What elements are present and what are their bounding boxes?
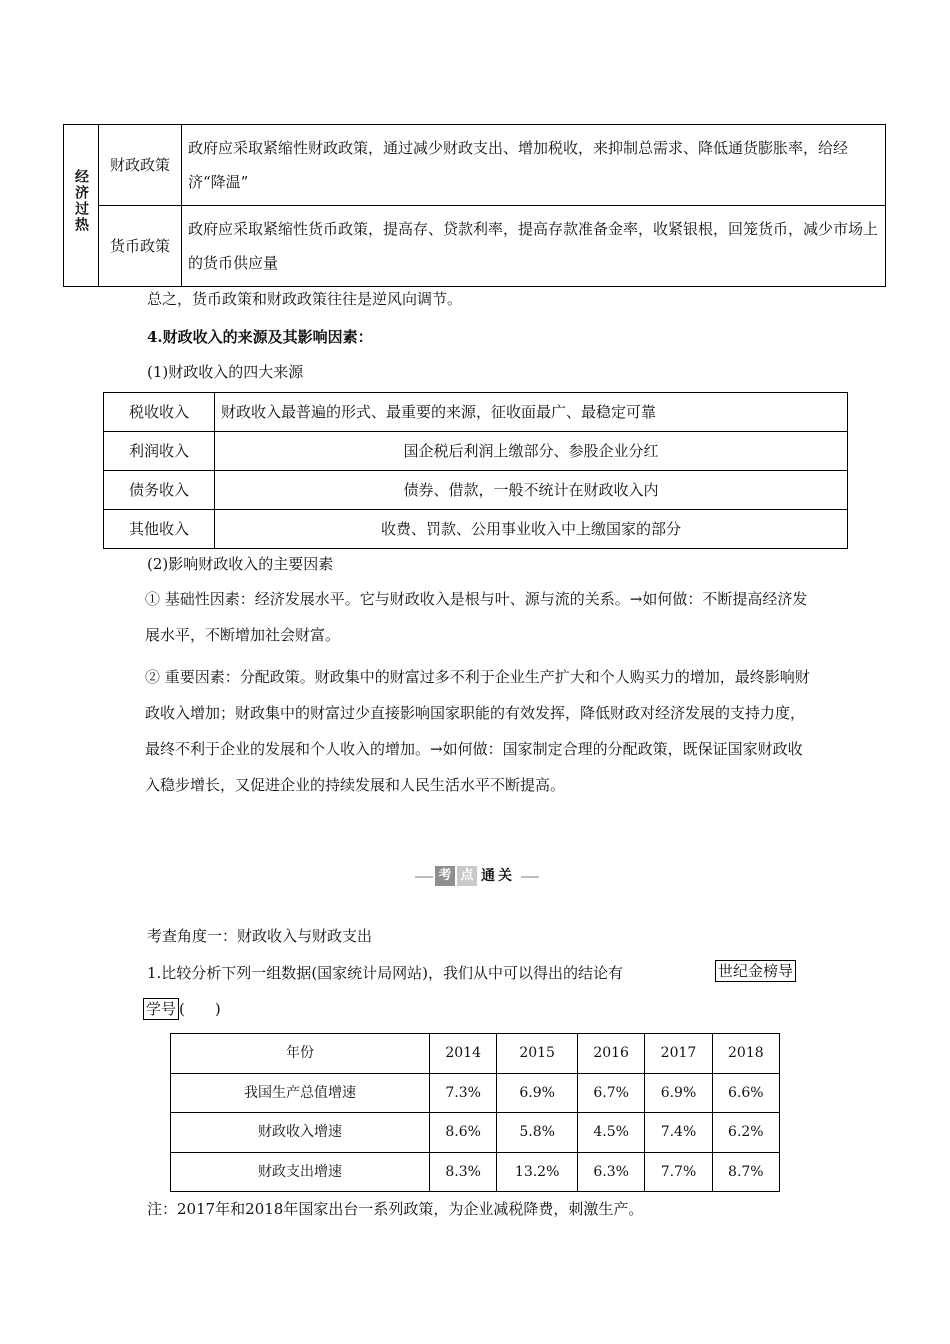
table-row [104, 510, 848, 549]
header-cell: 年份 [171, 1034, 430, 1074]
banner-char-2: 点 [457, 866, 477, 886]
row-label-cell: 财政收入增速 [171, 1113, 430, 1153]
banner-word: 通关 [481, 868, 515, 884]
table-row [64, 125, 886, 206]
table-row [104, 471, 848, 510]
table-row [64, 206, 886, 287]
source-desc-cell: 财政收入最普遍的形式、最重要的来源，征收面最广、最稳定可靠 [215, 393, 848, 432]
source-name-cell: 税收收入 [104, 393, 215, 432]
summary-text: 总之，货币政策和财政政策往往是逆风向调节。 [147, 290, 463, 308]
growth-data-table [170, 1033, 780, 1192]
value-cell: 7.4% [645, 1113, 712, 1153]
value-cell: 5.8% [497, 1113, 578, 1153]
table-row [171, 1113, 780, 1153]
table-note: 注：2017年和2018年国家出台一系列政策，为企业减税降费，刺激生产。 [147, 1200, 644, 1218]
angle-1-heading: 考查角度一：财政收入与财政支出 [147, 927, 373, 945]
policy-desc-cell: 政府应采取紧缩性货币政策，提高存、贷款利率，提高存款准备金率，收紧银根，回笼货币，减少市场上的货币供应量 [182, 206, 886, 287]
source-name-cell: 债务收入 [104, 471, 215, 510]
factor-2-paragraph: ② 重要因素：分配政策。财政集中的财富过多不利于企业生产扩大和个人购买力的增加，最终影响财政收入增加；财政集中的财富过少直接影响国家职能的有效发挥，降低财政对经济发展的支持力度，最终不利于企业的发展和个人收入的增加。→如何做：国家制定合理的分配政策，既保证国家财政收入稳步增长，又促进企业的持续发展和人民生活水平不断提高。 [145, 668, 810, 794]
header-cell: 2014 [430, 1034, 497, 1074]
policy-name-cell: 财政政策 [99, 125, 182, 206]
question-tag-line2 [143, 998, 221, 1020]
section-4-title: 4.财政收入的来源及其影响因素： [147, 328, 373, 346]
side-label-cell [64, 125, 99, 287]
header-cell: 2015 [497, 1034, 578, 1074]
row-label-cell: 财政支出增速 [171, 1152, 430, 1192]
source-name-cell: 其他收入 [104, 510, 215, 549]
value-cell: 8.6% [430, 1113, 497, 1153]
question-tag-part1: 世纪金榜导 [715, 960, 796, 982]
table-row [104, 393, 848, 432]
revenue-sources-table [103, 392, 848, 549]
value-cell: 6.2% [712, 1113, 779, 1153]
banner-left-line [415, 876, 433, 878]
value-cell: 6.9% [497, 1073, 578, 1113]
policy-desc-cell: 政府应采取紧缩性财政政策，通过减少财政支出、增加税收，来抑制总需求、降低通货膨胀率，给经济“降温” [182, 125, 886, 206]
header-cell: 2018 [712, 1034, 779, 1074]
banner-char-1: 考 [435, 866, 455, 886]
sub-2-title: (2)影响财政收入的主要因素 [147, 555, 334, 573]
question-tag-part2: 学号 [143, 998, 179, 1020]
value-cell: 4.5% [577, 1113, 644, 1153]
table-row [171, 1073, 780, 1113]
answer-paren: ( ) [179, 1000, 221, 1018]
overheat-policy-table [63, 124, 886, 287]
table-row [171, 1152, 780, 1192]
value-cell: 6.3% [577, 1152, 644, 1192]
source-desc-cell: 国企税后利润上缴部分、参股企业分红 [215, 432, 848, 471]
row-label-cell: 我国生产总值增速 [171, 1073, 430, 1113]
kaodian-tongguan-banner [415, 863, 540, 891]
sub-1-title: (1)财政收入的四大来源 [147, 363, 304, 381]
factor-1-paragraph: ① 基础性因素：经济发展水平。它与财政收入是根与叶、源与流的关系。→如何做：不断提高经济发展水平，不断增加社会财富。 [145, 590, 808, 644]
source-desc-cell: 收费、罚款、公用事业收入中上缴国家的部分 [215, 510, 848, 549]
source-desc-cell: 债券、借款，一般不统计在财政收入内 [215, 471, 848, 510]
value-cell: 7.3% [430, 1073, 497, 1113]
value-cell: 13.2% [497, 1152, 578, 1192]
table-row [104, 432, 848, 471]
value-cell: 6.7% [577, 1073, 644, 1113]
table-header-row [171, 1034, 780, 1074]
header-cell: 2016 [577, 1034, 644, 1074]
header-cell: 2017 [645, 1034, 712, 1074]
banner-right-line [521, 876, 539, 878]
value-cell: 6.6% [712, 1073, 779, 1113]
value-cell: 7.7% [645, 1152, 712, 1192]
value-cell: 6.9% [645, 1073, 712, 1113]
question-tag-line1 [715, 960, 796, 982]
source-name-cell: 利润收入 [104, 432, 215, 471]
value-cell: 8.3% [430, 1152, 497, 1192]
value-cell: 8.7% [712, 1152, 779, 1192]
policy-name-cell: 货币政策 [99, 206, 182, 287]
side-label: 经济过热 [73, 168, 89, 233]
question-1-stem: 1.比较分析下列一组数据(国家统计局网站)，我们从中可以得出的结论有 [147, 964, 624, 982]
